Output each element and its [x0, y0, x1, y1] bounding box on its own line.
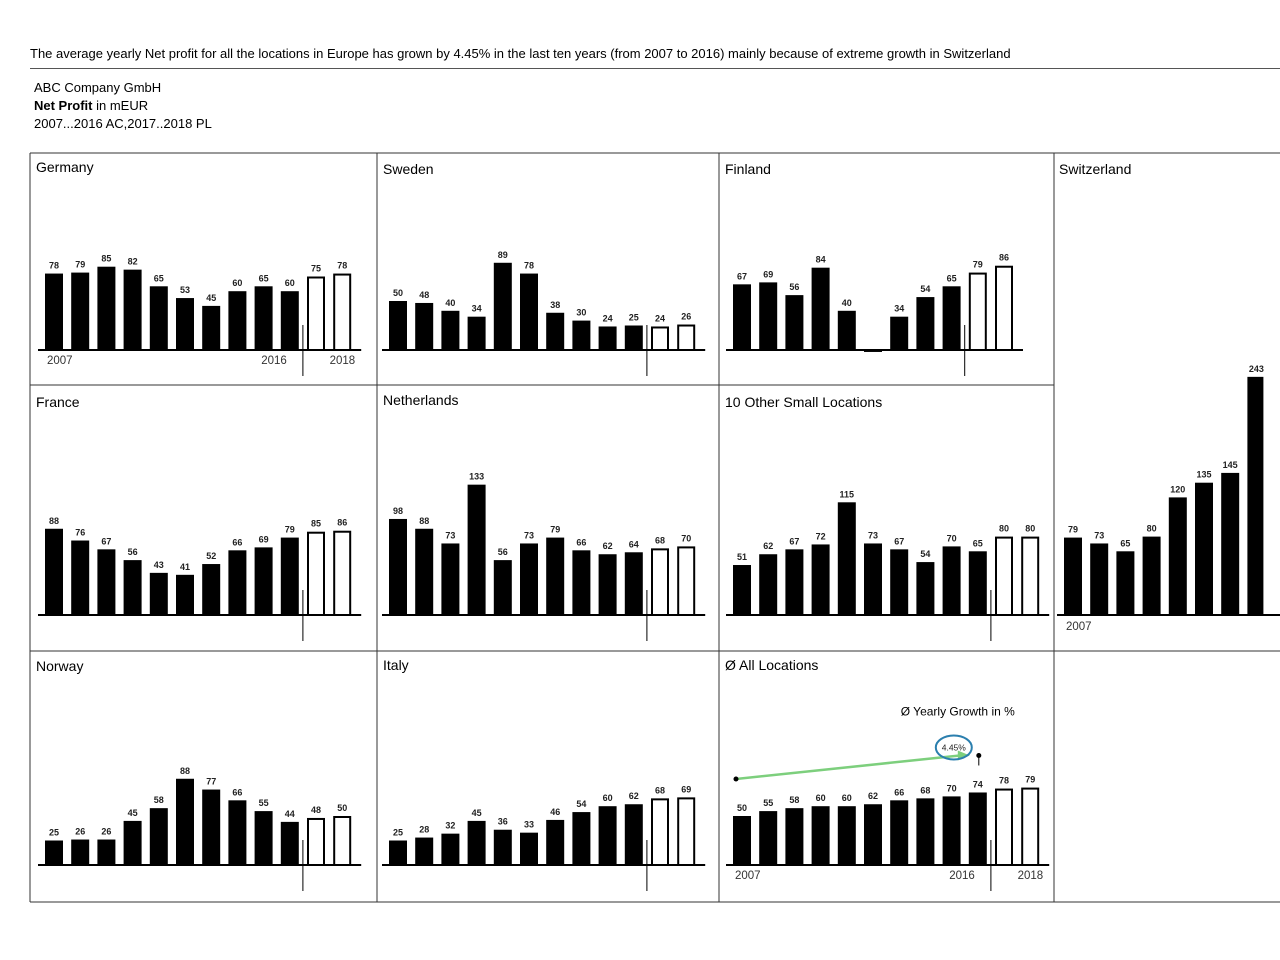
bar-actual [733, 565, 751, 615]
bar-actual [890, 317, 908, 350]
data-label: 58 [153, 795, 164, 806]
bar-actual [176, 298, 194, 350]
bar-actual [281, 538, 299, 615]
bar-actual [943, 546, 961, 615]
bar-actual [625, 326, 643, 351]
bar-actual [494, 560, 512, 615]
data-label: 115 [839, 489, 855, 500]
data-label: 66 [232, 537, 243, 548]
bar-actual [255, 286, 273, 350]
panel-title: Sweden [383, 161, 434, 177]
bar-actual [838, 311, 856, 350]
data-label: 77 [206, 776, 217, 787]
data-label: 80 [1025, 523, 1036, 534]
data-label: 54 [920, 284, 931, 295]
data-label: 55 [258, 798, 269, 809]
bar-actual [572, 812, 590, 865]
data-label: 54 [576, 799, 587, 810]
bar-plan [334, 817, 350, 865]
bar-actual [916, 562, 934, 615]
data-label: 45 [127, 807, 138, 818]
data-label: 84 [815, 254, 826, 265]
bar-actual [838, 502, 856, 615]
bar-plan [678, 798, 694, 865]
data-label: 34 [471, 303, 482, 314]
bar-actual [97, 840, 115, 865]
bar-actual [812, 268, 830, 350]
bar-actual [202, 306, 220, 350]
headline: The average yearly Net profit for all the locations in Europe has grown by 4.45% in the last ten years (from 2007 to 2016) mainly because of extreme growth in Switzerland [30, 46, 1011, 61]
data-label: 79 [1067, 524, 1079, 535]
bar-actual [599, 554, 617, 615]
x-axis-label: 2007 [735, 870, 761, 882]
data-label: 53 [179, 285, 191, 296]
bar-actual [202, 790, 220, 865]
data-label: 72 [815, 531, 826, 542]
bar-plan [678, 547, 694, 615]
bar-actual [1090, 543, 1108, 615]
bar-actual [520, 274, 538, 350]
bar-plan [996, 790, 1012, 865]
data-label: 86 [337, 517, 348, 528]
bar-actual [124, 270, 142, 350]
data-label: 50 [337, 803, 348, 813]
data-label: 70 [946, 783, 957, 794]
data-label: 79 [1025, 774, 1036, 785]
data-label: 66 [894, 787, 905, 798]
bar-actual [255, 547, 273, 615]
data-label: 34 [894, 303, 905, 314]
bar-actual [943, 286, 961, 350]
data-label: 67 [789, 536, 800, 547]
panel-title: Germany [36, 159, 94, 175]
data-label: 25 [392, 827, 404, 838]
data-label: 60 [602, 793, 613, 804]
growth-arrow [736, 755, 960, 779]
data-label: 43 [153, 559, 164, 570]
data-label: 145 [1222, 459, 1238, 470]
data-label: 45 [471, 807, 482, 818]
data-label: 80 [998, 523, 1010, 534]
data-label: 56 [497, 547, 508, 558]
data-label: 62 [763, 541, 774, 552]
bar-actual [864, 804, 882, 865]
data-label: 79 [284, 524, 295, 535]
panel-title: Finland [725, 161, 771, 177]
bar-actual [150, 573, 168, 615]
bar-actual [1143, 537, 1161, 615]
bar-actual [1064, 538, 1082, 615]
bar-actual [281, 291, 299, 350]
bar-actual [150, 808, 168, 865]
x-axis-label: 2016 [261, 355, 287, 367]
data-label: 26 [101, 826, 112, 837]
growth-annotation-label: Ø Yearly Growth in % [900, 704, 1015, 719]
data-label: 24 [654, 313, 666, 324]
bar-actual [864, 543, 882, 615]
panel-title: Italy [383, 657, 409, 673]
measure-name: Net Profit [34, 98, 93, 113]
data-label: 62 [628, 791, 639, 802]
company-name: ABC Company GmbH [34, 80, 162, 95]
data-label: 68 [920, 785, 931, 796]
bar-actual [71, 840, 89, 865]
data-label: 89 [497, 249, 508, 260]
data-label: 120 [1170, 484, 1186, 495]
bar-actual [546, 538, 564, 615]
data-label: 26 [75, 826, 86, 837]
data-label: 85 [101, 253, 112, 264]
bar-actual [969, 551, 987, 615]
data-label: 38 [550, 299, 561, 310]
bar-actual [916, 297, 934, 350]
bar-actual [97, 267, 115, 350]
data-label: 56 [789, 282, 800, 293]
data-label: 67 [894, 536, 905, 547]
bar-plan [678, 326, 694, 350]
data-label: 78 [48, 260, 60, 271]
data-label: 135 [1196, 469, 1212, 480]
data-label: 133 [469, 471, 485, 482]
bar-actual [733, 816, 751, 865]
data-label: 60 [841, 793, 852, 804]
bar-actual [546, 820, 564, 865]
bar-actual [572, 550, 590, 615]
bar-actual [1169, 497, 1187, 615]
data-label: 62 [867, 791, 879, 802]
bar-actual [520, 543, 538, 615]
data-label: 78 [337, 260, 348, 271]
bar-actual [176, 575, 194, 615]
bar-plan [996, 267, 1012, 350]
bar-actual [599, 326, 617, 350]
data-label: 51 [736, 552, 748, 563]
data-label: 36 [497, 816, 508, 827]
bar-actual [124, 821, 142, 865]
bar-actual [890, 800, 908, 865]
measure-unit: in mEUR [92, 98, 149, 113]
data-label: 80 [1146, 523, 1157, 534]
data-label: 32 [445, 820, 456, 831]
bar-actual [228, 550, 246, 615]
x-axis-label: 2018 [1017, 870, 1044, 882]
bar-plan [308, 819, 324, 865]
bar-actual [1221, 473, 1239, 615]
bar-actual [255, 811, 273, 865]
bar-actual [441, 543, 459, 615]
data-label: 68 [654, 535, 666, 546]
x-axis-label: 2018 [329, 355, 356, 367]
bar-actual [520, 833, 538, 865]
panel-title: Switzerland [1059, 161, 1132, 177]
bar-actual [71, 273, 89, 350]
growth-start-dot [734, 777, 739, 782]
data-label: 65 [153, 273, 164, 284]
bar-actual [45, 274, 63, 350]
bar-plan [1022, 538, 1038, 615]
data-label: 73 [523, 530, 535, 541]
bar-actual [45, 529, 63, 615]
bar-actual [176, 779, 194, 865]
bar-actual [759, 282, 777, 350]
bar-actual [228, 291, 246, 350]
data-label: 64 [628, 539, 639, 550]
bar-actual [389, 301, 407, 350]
bar-actual [441, 834, 459, 865]
bar-actual [864, 350, 882, 352]
bar-plan [308, 533, 324, 615]
bar-actual [812, 806, 830, 865]
bar-actual [943, 796, 961, 865]
data-label: 24 [602, 313, 613, 324]
bar-actual [389, 841, 407, 866]
panel-title: Norway [36, 658, 84, 674]
data-label: 70 [946, 533, 957, 544]
bar-actual [785, 549, 803, 615]
data-label: 66 [232, 787, 243, 798]
x-axis-label: 2007 [47, 355, 73, 367]
bar-actual [415, 529, 433, 615]
data-label: 62 [602, 541, 613, 552]
data-label: 65 [258, 273, 269, 284]
bar-plan [1022, 789, 1038, 865]
bar-plan [652, 799, 668, 865]
bar-actual [546, 313, 564, 350]
bar-actual [71, 541, 89, 615]
panel-title: 10 Other Small Locations [725, 394, 883, 410]
bar-actual [572, 321, 590, 350]
data-label: 60 [284, 278, 295, 289]
bar-actual [202, 564, 220, 615]
data-label: 86 [998, 252, 1010, 263]
data-label: 67 [101, 536, 112, 547]
bar-actual [625, 552, 643, 615]
data-label: 78 [998, 775, 1010, 786]
bar-actual [916, 798, 934, 865]
bar-plan [652, 549, 668, 615]
bar-actual [759, 554, 777, 615]
data-label: 78 [523, 260, 535, 271]
bar-actual [468, 317, 486, 350]
bar-plan [334, 532, 350, 615]
data-label: 79 [550, 524, 561, 535]
bar-plan [996, 538, 1012, 615]
data-label: 25 [48, 827, 60, 838]
data-label: 82 [127, 256, 138, 267]
data-label: 45 [206, 292, 217, 303]
data-label: 44 [284, 808, 295, 819]
data-label: 41 [179, 561, 191, 572]
data-label: 48 [310, 804, 322, 815]
bar-actual [150, 286, 168, 350]
bar-actual [969, 792, 987, 865]
data-label: 69 [681, 784, 692, 795]
data-label: 65 [1120, 538, 1131, 549]
data-label: 88 [179, 765, 191, 776]
data-label: 55 [763, 798, 774, 809]
bar-actual [97, 549, 115, 615]
bar-actual [838, 806, 856, 865]
data-label: 70 [681, 533, 692, 544]
bar-actual [625, 804, 643, 865]
bar-actual [733, 284, 751, 350]
data-label: 33 [523, 819, 535, 830]
bar-actual [759, 811, 777, 865]
bar-plan [652, 327, 668, 350]
data-label: 65 [972, 538, 983, 549]
data-label: 48 [419, 289, 430, 300]
data-label: 98 [392, 505, 404, 516]
data-label: 73 [445, 530, 456, 541]
data-label: 56 [127, 547, 138, 558]
bar-plan [334, 275, 350, 350]
bar-actual [812, 544, 830, 615]
data-label: 85 [310, 518, 322, 529]
panel-title: Netherlands [383, 392, 459, 408]
data-label: 54 [920, 549, 931, 560]
bar-actual [441, 311, 459, 350]
data-label: 66 [576, 537, 587, 548]
data-label: 73 [1094, 530, 1105, 541]
data-label: 50 [736, 803, 748, 813]
data-label: 40 [841, 297, 852, 308]
bar-actual [389, 519, 407, 615]
data-label: 30 [576, 307, 587, 318]
data-label: 88 [419, 515, 430, 526]
bar-plan [308, 278, 324, 351]
data-label: 28 [419, 824, 430, 835]
bar-actual [124, 560, 142, 615]
data-label: 60 [232, 278, 243, 289]
bar-actual [228, 800, 246, 865]
data-label: 46 [550, 806, 561, 817]
data-label: 58 [789, 795, 800, 806]
data-label: 52 [206, 551, 217, 562]
data-label: 76 [75, 527, 86, 538]
data-label: 60 [815, 793, 826, 804]
bar-actual [785, 295, 803, 350]
growth-value-label: 4.45% [941, 742, 966, 753]
data-label: 69 [258, 534, 269, 545]
bar-actual [415, 838, 433, 865]
panel-title: France [36, 394, 80, 410]
data-label: 67 [736, 271, 748, 282]
data-label: 243 [1248, 363, 1264, 374]
bar-actual [494, 263, 512, 350]
bar-actual [415, 303, 433, 350]
bar-actual [468, 485, 486, 615]
bar-actual [468, 821, 486, 865]
period-line: 2007...2016 AC,2017..2018 PL [34, 116, 212, 131]
data-label: 40 [445, 297, 456, 308]
bar-plan [970, 274, 986, 350]
x-axis-label: 2007 [1066, 621, 1092, 633]
x-axis-label: 2016 [949, 870, 975, 882]
bar-actual [45, 841, 63, 866]
data-label: 88 [48, 515, 60, 526]
data-label: 65 [946, 273, 957, 284]
data-label: 69 [763, 269, 774, 280]
bar-actual [1116, 551, 1134, 615]
bar-actual [1247, 377, 1263, 615]
bar-actual [494, 830, 512, 865]
data-label: 68 [654, 785, 666, 796]
data-label: 25 [628, 312, 639, 323]
data-label: 50 [392, 288, 404, 298]
data-label: 79 [75, 259, 86, 270]
data-label: 74 [972, 779, 983, 790]
panel-title: Ø All Locations [725, 657, 819, 673]
data-label: 26 [681, 311, 692, 322]
data-label: 73 [867, 530, 879, 541]
data-label: 79 [972, 259, 983, 270]
bar-actual [785, 808, 803, 865]
bar-actual [890, 549, 908, 615]
bar-actual [599, 806, 617, 865]
bar-actual [1195, 483, 1213, 615]
bar-actual [281, 822, 299, 865]
data-label: 75 [310, 263, 322, 274]
